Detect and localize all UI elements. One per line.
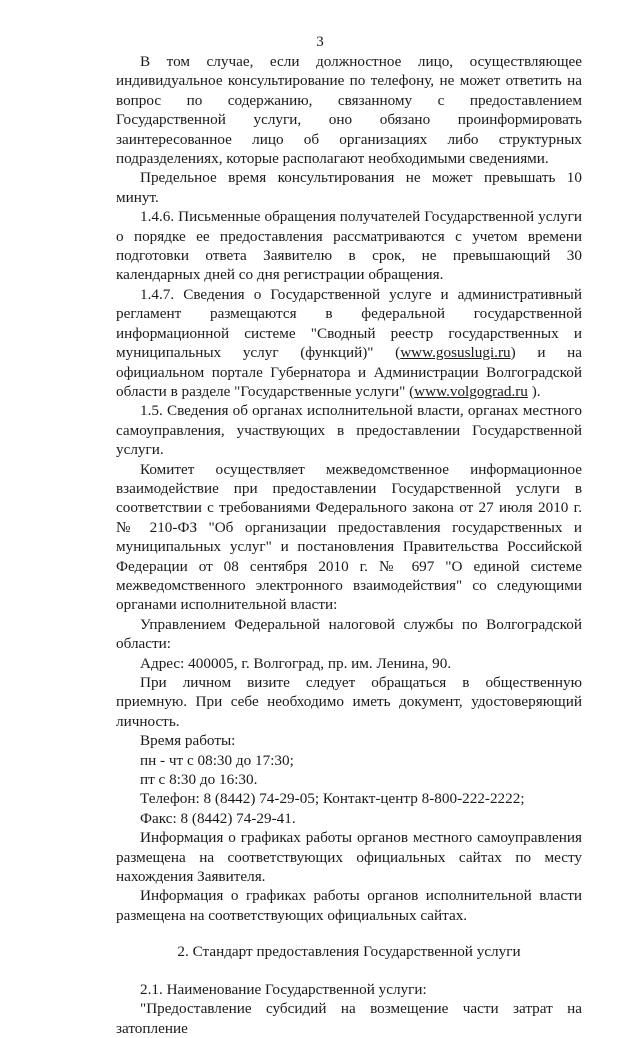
section-heading: 2. Стандарт предоставления Государственной услуги bbox=[177, 943, 521, 961]
paragraph-consultation-referral: В том случае, если должностное лицо, осуществляющее индивидуальное консультирование по телефону, не может ответить на вопрос по содержанию, связанному с предоставлением Государственной услуги, оно обязано проинформировать заинтересованное лицо об организациях либо структурных подразделениях, которые располагают необходимыми сведениями. bbox=[116, 53, 582, 168]
paragraph-fax: Факс: 8 (8442) 74-29-41. bbox=[140, 809, 296, 827]
paragraph-personal-visit: При личном визите следует обращаться в общественную приемную. При себе необходимо иметь документ, удостоверяющий личность. bbox=[116, 674, 582, 730]
paragraph-service-name-label: 2.1. Наименование Государственной услуги: bbox=[140, 980, 427, 998]
document-body bbox=[116, 52, 582, 1038]
paragraph-service-info bbox=[116, 285, 582, 401]
paragraph-written-requests: 1.4.6. Письменные обращения получателей Государственной услуги о порядке ее предоставления рассматриваются с учетом времени подготовки ответа Заявителю в срок, не превышающий 30 календарных дней со дня регистрации обращения. bbox=[116, 208, 582, 284]
paragraph-service-info-text-3: ). bbox=[527, 382, 541, 400]
paragraph-service-info-text-1: 1.4.7. Сведения о Государственной услуге и административный регламент размещаются в федеральной государственной информационной системе "Сводный реестр государственных и муниципальных услуг (функций)" ( bbox=[116, 285, 582, 362]
paragraph-tax-service: Управлением Федеральной налоговой службы по Волгоградской области: bbox=[116, 615, 582, 653]
paragraph-phone: Телефон: 8 (8442) 74-29-05; Контакт-центр 8-800-222-2222; bbox=[140, 790, 525, 808]
paragraph-service-name: "Предоставление субсидий на возмещение части затрат на затопление bbox=[116, 1000, 582, 1037]
paragraph-consultation-time: Предельное время консультирования не может превышать 10 минут. bbox=[116, 169, 582, 206]
paragraph-local-schedules: Информация о графиках работы органов местного самоуправления размещена на соответствующих официальных сайтах по месту нахождения Заявителя. bbox=[116, 829, 582, 886]
page-number: 3 bbox=[316, 34, 324, 50]
paragraph-hours-fri: пт с 8:30 до 16:30. bbox=[140, 771, 258, 789]
gosuslugi-link[interactable]: www.gosuslugi.ru bbox=[400, 344, 511, 362]
paragraph-executive-schedules: Информация о графиках работы органов исполнительной власти размещена на соответствующих официальных сайтах. bbox=[116, 887, 582, 924]
paragraph-hours-mon-thu: пн - чт с 08:30 до 17:30; bbox=[140, 751, 294, 769]
paragraph-service-info-text-2: ) и на официальном портале Губернатора и Администрации Волгоградской области в разделе "Государственные услуги" ( bbox=[116, 344, 583, 400]
volgograd-link[interactable]: www.volgograd.ru bbox=[414, 382, 528, 400]
paragraph-address: Адрес: 400005, г. Волгоград, пр. им. Ленина, 90. bbox=[140, 654, 452, 672]
paragraph-interagency-cooperation: Комитет осуществляет межведомственное информационное взаимодействие при предоставлении Государственной услуги в соответствии с требованиями Федерального закона от 27 июля 2010 г. № 210-ФЗ "Об организации предоставления государственных и муниципальных услуг" и постановления Правительства Российской Федерации от 08 сентября 2010 г. № 697 "О единой системе межведомственного электронного взаимодействия" со следующими органами исполнительной власти: bbox=[116, 460, 582, 614]
paragraph-working-hours-label: Время работы: bbox=[140, 732, 236, 750]
paragraph-authorities-info: 1.5. Сведения об органах исполнительной власти, органах местного самоуправления, участвующих в предоставлении Государственной услуги. bbox=[116, 402, 582, 459]
